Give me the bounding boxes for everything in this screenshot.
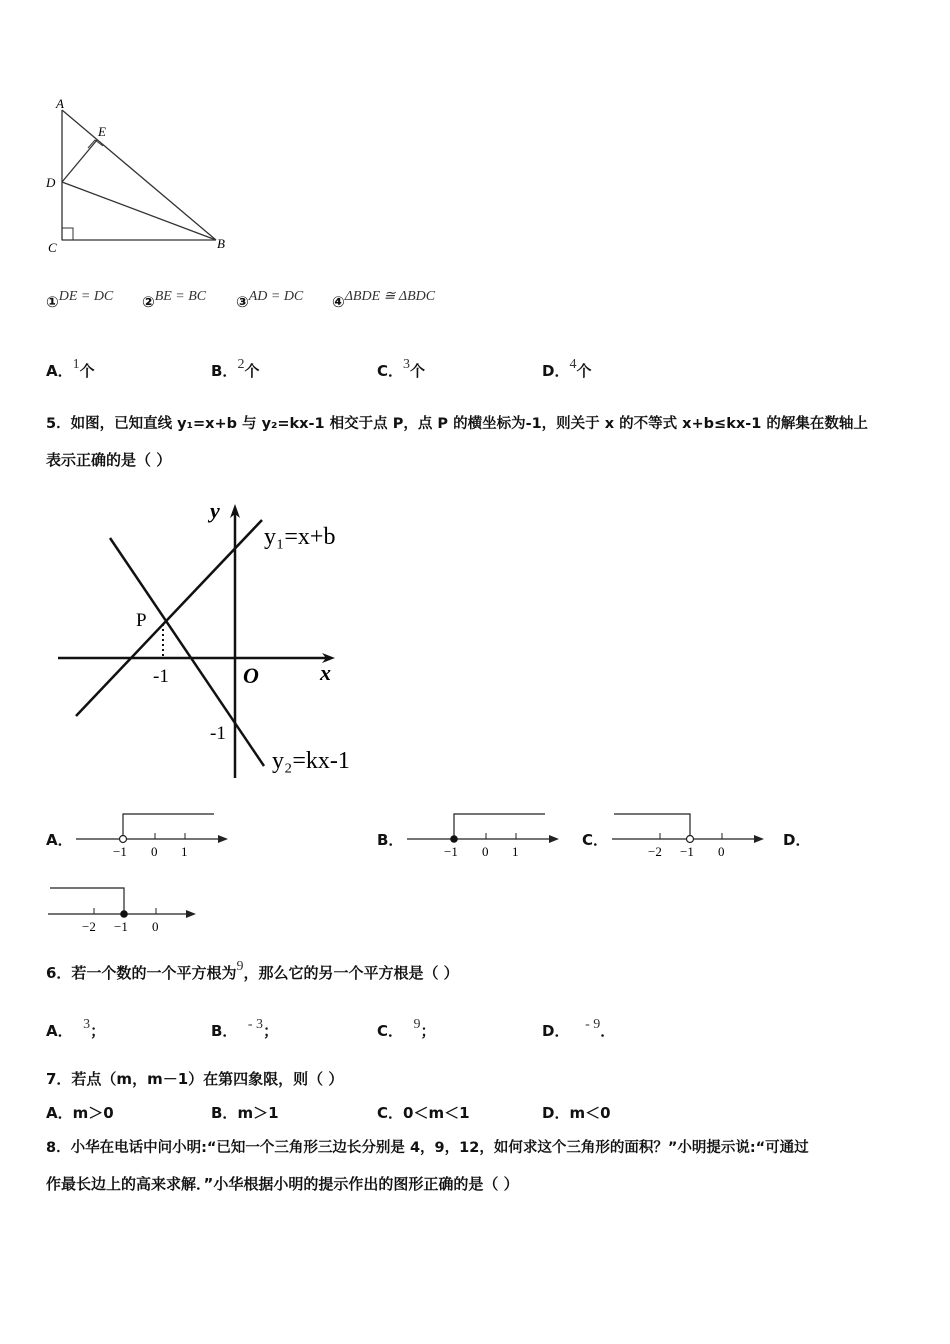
q7-option-b[interactable]: B．m＞1 (211, 1104, 279, 1122)
q5-option-d-label[interactable]: D． (783, 831, 811, 849)
point-label-d: D (46, 175, 56, 190)
point-label-c: C (48, 240, 57, 255)
graph-line2-label: y₂=kx-1 (272, 748, 350, 774)
tick-label: −1 (680, 844, 694, 859)
q6-option-a[interactable]: A． 3； (46, 1017, 106, 1040)
statement-1: ①DE = DC (46, 289, 114, 311)
tick-label: −1 (113, 844, 127, 859)
q5-stem-line1: 5．如图，已知直线 y₁=x+b 与 y₂=kx-1 相交于点 P，点 P 的横坐标为-1，则关于 x 的不等式 x+b≤kx-1 的解集在数轴上 (46, 416, 868, 432)
point-label-a: A (56, 96, 64, 111)
q5-graph (50, 496, 380, 786)
q5-option-d-numberline[interactable] (44, 882, 204, 934)
q5-option-c-numberline[interactable] (608, 808, 768, 860)
tick-label: 0 (482, 844, 489, 859)
statement-2: ②BE = BC (142, 289, 207, 311)
tick-label: −2 (648, 844, 662, 859)
q6-stem: 6．若一个数的一个平方根为9，那么它的另一个平方根是（ ） (46, 959, 459, 982)
triangle-figure (40, 92, 240, 257)
q4-option-b[interactable]: B．2个 (211, 357, 260, 380)
q5-option-a-numberline[interactable] (72, 808, 232, 860)
tick-label: 1 (512, 844, 519, 859)
graph-point-p: P (136, 610, 147, 631)
tick-label: 0 (152, 919, 159, 934)
tick-label: 0 (151, 844, 158, 859)
q5-option-c-label[interactable]: C． (582, 831, 609, 849)
q5-option-a-label[interactable]: A． (46, 831, 73, 849)
graph-y-tick: -1 (210, 723, 226, 744)
graph-x-label: x (320, 660, 331, 685)
q7-option-a[interactable]: A．m＞0 (46, 1104, 114, 1122)
graph-y-label: y (210, 498, 220, 523)
tick-label: −1 (114, 919, 128, 934)
q8-stem-line1: 8．小华在电话中问小明:“已知一个三角形三边长分别是 4，9，12，如何求这个三角形的面积？”小明提示说:“可通过 (46, 1140, 809, 1156)
q4-option-d[interactable]: D．4个 (542, 357, 592, 380)
q5-stem-line2: 表示正确的是（ ） (46, 451, 172, 469)
tick-label: 1 (181, 844, 188, 859)
q5-option-b-label[interactable]: B． (377, 831, 404, 849)
tick-label: −2 (82, 919, 96, 934)
q7-stem: 7．若点（m，m－1）在第四象限，则（ ） (46, 1070, 344, 1088)
statement-3: ③AD = DC (236, 289, 304, 311)
q5-option-b-numberline[interactable] (403, 808, 563, 860)
graph-x-tick: -1 (153, 666, 169, 687)
graph-line1-label: y₁=x+b (264, 524, 336, 550)
statement-4: ④ΔBDE ≅ ΔBDC (332, 289, 436, 311)
q7-option-c[interactable]: C．0＜m＜1 (377, 1104, 470, 1122)
q4-option-c[interactable]: C．3个 (377, 357, 426, 380)
q7-option-d[interactable]: D．m＜0 (542, 1104, 611, 1122)
q6-option-d[interactable]: D． - 9． (542, 1017, 616, 1040)
tick-label: 0 (718, 844, 725, 859)
point-label-b: B (217, 236, 225, 251)
tick-label: −1 (444, 844, 458, 859)
q8-stem-line2: 作最长边上的高来求解．”小华根据小明的提示作出的图形正确的是（ ） (46, 1175, 519, 1193)
point-label-e: E (98, 124, 106, 139)
q6-option-b[interactable]: B． - 3； (211, 1017, 279, 1040)
q6-option-c[interactable]: C． 9； (377, 1017, 436, 1040)
graph-origin-label: O (243, 663, 259, 688)
q4-option-a[interactable]: A．1个 (46, 357, 95, 380)
